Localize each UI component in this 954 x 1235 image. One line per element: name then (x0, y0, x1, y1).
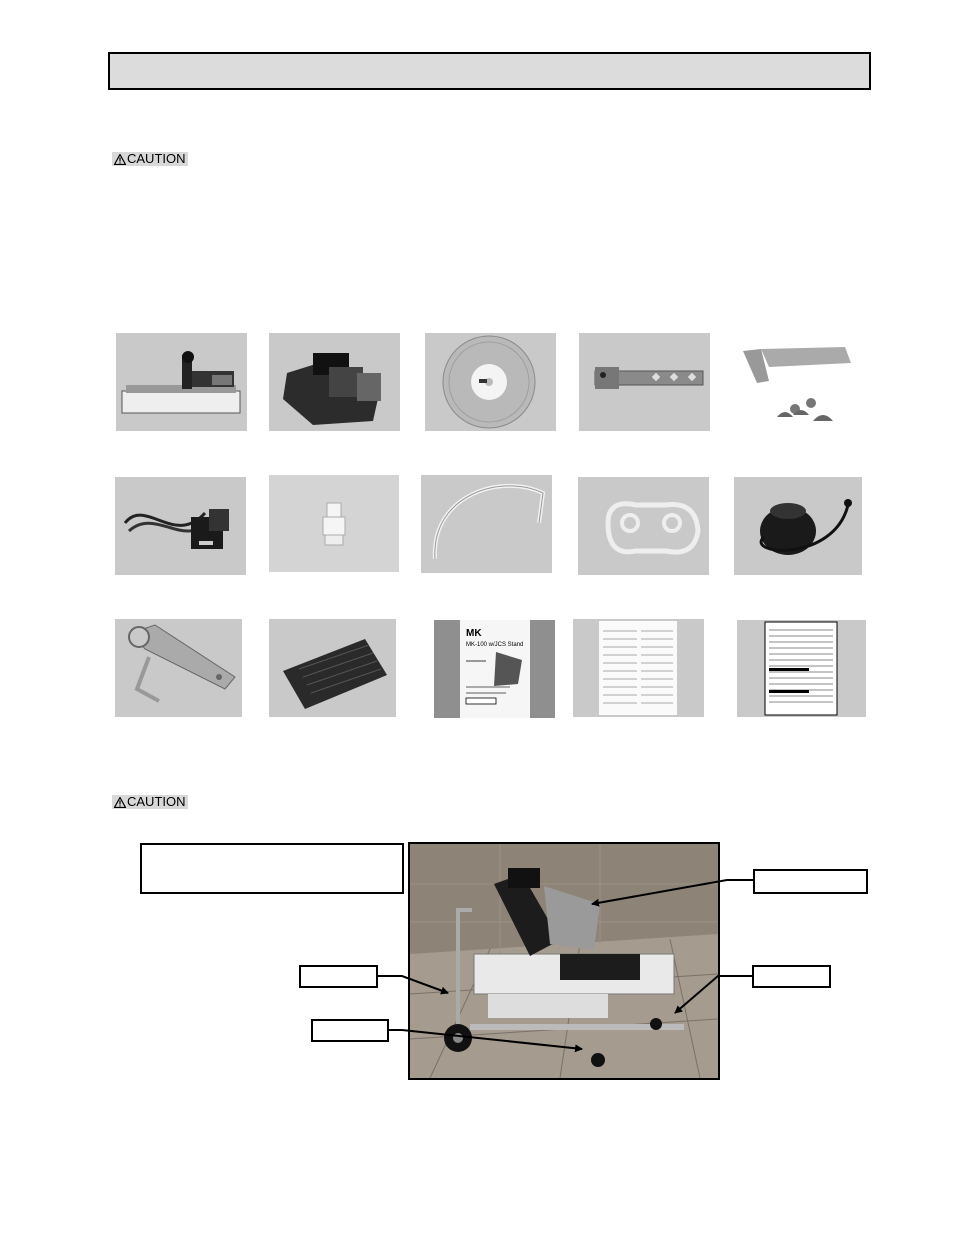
section-header-bar (108, 52, 871, 90)
hose-clip-icon (578, 477, 709, 575)
diamond-blade-icon (425, 333, 556, 431)
warning-icon (114, 154, 126, 165)
warranty-card-icon (737, 620, 866, 717)
rip-guide-icon (579, 333, 710, 431)
blade-wrench-icon (115, 619, 242, 717)
water-hose-icon (421, 475, 552, 573)
caution-text: CAUTION (127, 151, 186, 166)
saw-table-icon (116, 333, 247, 431)
description-callout-box (140, 843, 404, 894)
operating-manual-icon (434, 620, 555, 718)
warning-icon (114, 797, 126, 808)
motor-head-icon (269, 333, 400, 431)
saw-on-stand-photo (408, 842, 720, 1080)
callout-box-left-lower (311, 1019, 389, 1042)
water-pump-icon (115, 477, 246, 575)
bracket-hardware-icon (733, 333, 864, 431)
callout-box-upper-right (753, 869, 868, 894)
callout-box-right (752, 965, 831, 988)
callout-box-left-upper (299, 965, 378, 988)
caution-label-top (112, 152, 188, 166)
safety-sheet-icon (573, 619, 704, 717)
caution-label-bottom (112, 795, 188, 809)
caution-text: CAUTION (127, 794, 186, 809)
drain-plug-icon (734, 477, 862, 575)
manual-brand: MK (466, 628, 482, 639)
saw-photo-illustration (410, 844, 718, 1078)
hose-fitting-icon (269, 475, 399, 572)
manual-model: MK-100 w/JCS Stand (466, 642, 524, 648)
splash-mat-icon (269, 619, 396, 717)
